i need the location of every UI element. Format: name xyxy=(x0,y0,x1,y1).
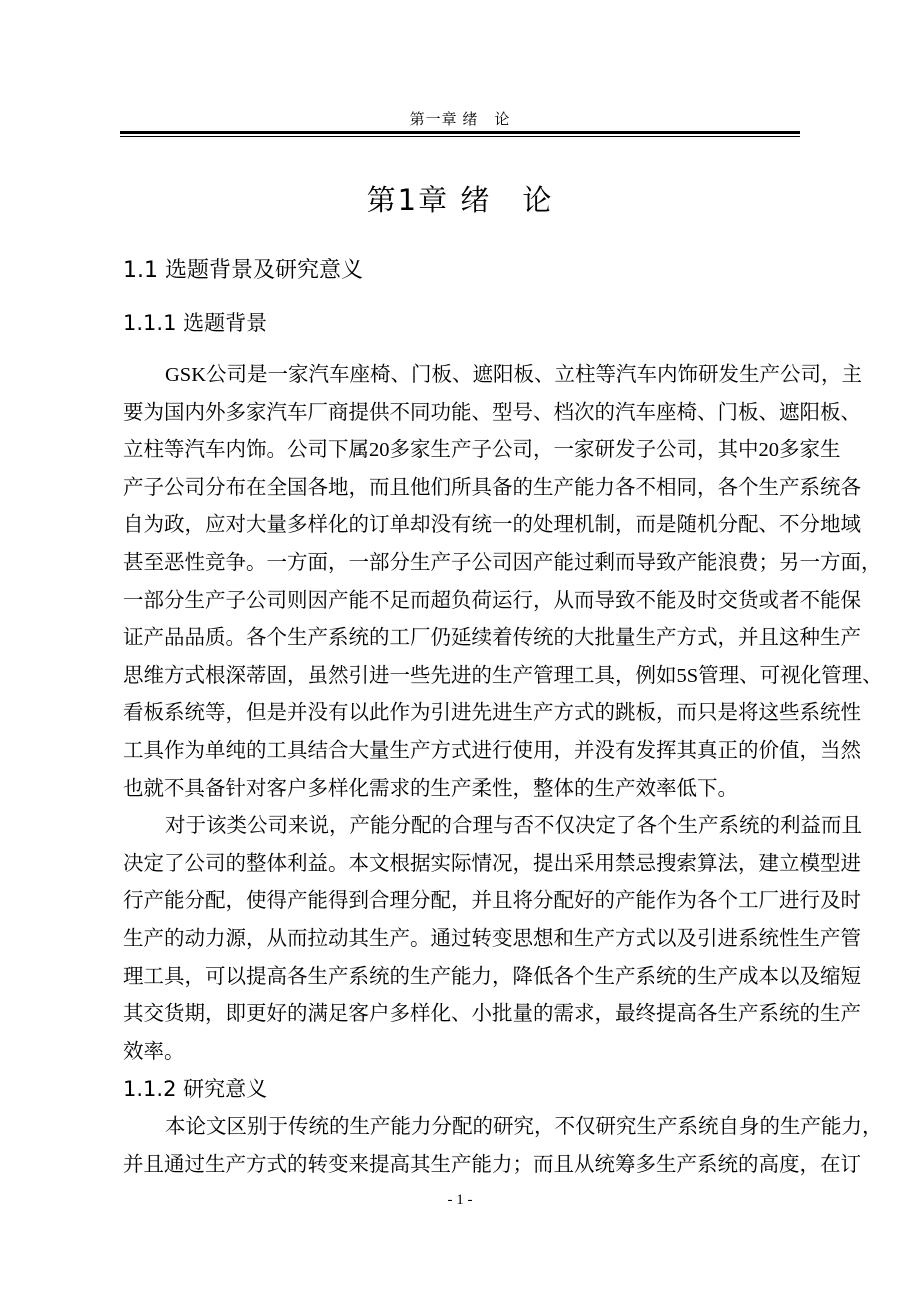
section-heading-1-1-2: 1.1.2 研究意义 xyxy=(123,1077,268,1101)
paragraph-line: 甚至恶性竞争。一方面，一部分生产子公司因产能过剩而导致产能浪费；另一方面， xyxy=(123,552,882,574)
paragraph-line: 自为政，应对大量多样化的订单却没有统一的处理机制，而是随机分配、不分地域 xyxy=(123,514,861,537)
paragraph-line: 本论文区别于传统的生产能力分配的研究，不仅研究生产系统自身的生产能力， xyxy=(165,1116,883,1138)
running-head: 第一章 绪 论 xyxy=(409,112,511,128)
section-heading-1-1: 1.1 选题背景及研究意义 xyxy=(123,258,363,283)
paragraph-line: 理工具，可以提高各生产系统的生产能力，降低各个生产系统的生产成本以及缩短 xyxy=(123,965,861,988)
header-rule xyxy=(120,131,800,134)
paragraph-line: 也就不具备针对客户多样化需求的生产柔性，整体的生产效率低下。 xyxy=(123,777,738,800)
paragraph-line: 工具作为单纯的工具结合大量生产方式进行使用，并没有发挥其真正的价值，当然 xyxy=(123,740,861,762)
paragraph-line: 产子公司分布在全国各地，而且他们所具备的生产能力各不相同，各个生产系统各 xyxy=(123,476,861,499)
header-rule-thin xyxy=(120,136,800,137)
paragraph-line: 看板系统等，但是并没有以此作为引进先进生产方式的跳板，而只是将这些系统性 xyxy=(123,702,861,725)
paragraph-line: 要为国内外多家汽车厂商提供不同功能、型号、档次的汽车座椅、门板、遮阳板、 xyxy=(123,401,861,424)
paragraph-line: 证产品品质。各个生产系统的工厂仍延续着传统的大批量生产方式，并且这种生产 xyxy=(123,627,861,650)
paragraph-line: 并且通过生产方式的转变来提高其生产能力；而且从统筹多生产系统的高度，在订 xyxy=(123,1153,861,1176)
paragraph-line: 决定了公司的整体利益。本文根据实际情况，提出采用禁忌搜索算法，建立模型进 xyxy=(123,852,861,875)
paragraph-line: GSK公司是一家汽车座椅、门板、遮阳板、立柱等汽车内饰研发生产公司，主 xyxy=(165,364,863,386)
paragraph-line: 一部分生产子公司则因产能不足而超负荷运行，从而导致不能及时交货或者不能保 xyxy=(123,589,861,612)
paragraph-line: 生产的动力源，从而拉动其生产。通过转变思想和生产方式以及引进系统性生产管 xyxy=(123,928,861,950)
paragraph-line: 对于该类公司来说，产能分配的合理与否不仅决定了各个生产系统的利益而且 xyxy=(165,815,862,838)
paragraph-line: 思维方式根深蒂固，虽然引进一些先进的生产管理工具，例如5S管理、可视化管理、 xyxy=(123,664,883,687)
paragraph-line: 立柱等汽车内饰。公司下属20多家生产子公司，一家研发子公司，其中20多家生 xyxy=(123,439,841,462)
paragraph-line: 其交货期，即更好的满足客户多样化、小批量的需求，最终提高各生产系统的生产 xyxy=(123,1003,861,1026)
section-heading-1-1-1: 1.1.1 选题背景 xyxy=(123,311,268,335)
paragraph-line: 效率。 xyxy=(123,1040,185,1063)
paragraph-line: 行产能分配，使得产能得到合理分配，并且将分配好的产能作为各个工厂进行及时 xyxy=(123,890,861,913)
chapter-title: 第1章 绪 论 xyxy=(366,183,554,217)
page-number: - 1 - xyxy=(447,1192,473,1208)
